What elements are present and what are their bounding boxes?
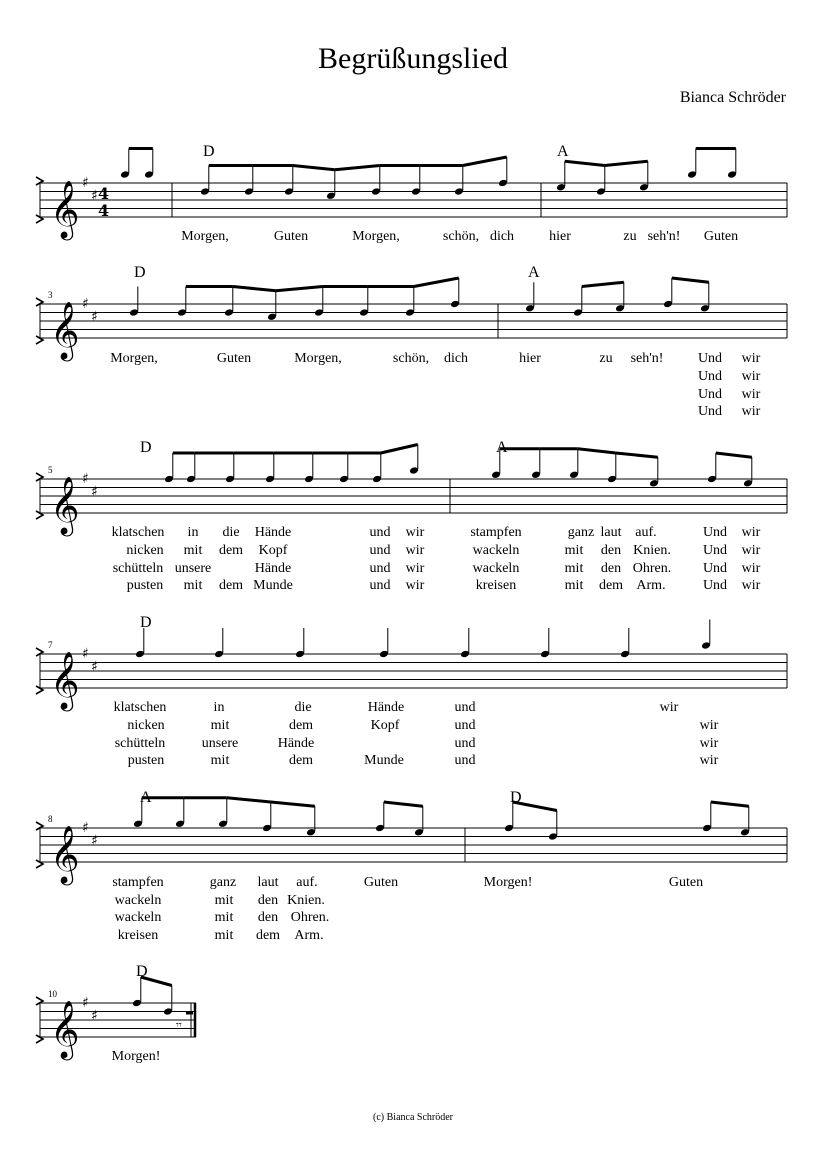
beam <box>616 453 658 457</box>
sharp-sign: ♯ <box>82 296 89 312</box>
beam <box>463 157 507 166</box>
lyric-syllable: mit <box>210 718 230 733</box>
treble-clef: 𝄞 <box>50 825 80 883</box>
lyric-syllable: laut <box>600 525 622 540</box>
lyric-syllable: seh'n! <box>647 229 681 244</box>
chord-symbol: D <box>140 439 152 456</box>
chord-symbol: A <box>557 143 569 160</box>
beam <box>716 453 752 457</box>
lyric-syllable: wir <box>699 718 719 733</box>
lyric-syllable: Morgen! <box>111 1049 161 1064</box>
lyric-syllable: und <box>369 543 391 558</box>
lyric-syllable: Guten <box>363 875 399 890</box>
lyric-syllable: den <box>600 543 622 558</box>
lyric-syllable: wir <box>741 561 761 576</box>
beam <box>711 802 749 806</box>
time-signature-top: 4 <box>98 184 110 203</box>
lyric-syllable: Morgen, <box>181 229 229 244</box>
lyric-syllable: den <box>257 893 279 908</box>
sharp-sign: ♯ <box>82 471 89 487</box>
beam <box>565 161 605 165</box>
lyric-syllable: unsere <box>174 561 212 576</box>
lyric-syllable: wir <box>699 753 719 768</box>
lyric-syllable: wir <box>699 736 719 751</box>
lyric-syllable: Hände <box>254 561 292 576</box>
lyric-syllable: und <box>369 561 391 576</box>
lyric-syllable: die <box>294 700 312 715</box>
lyric-syllable: den <box>600 561 622 576</box>
beam <box>335 166 380 170</box>
lyric-syllable: mit <box>564 578 584 593</box>
sharp-sign: ♯ <box>91 187 98 204</box>
lyric-syllable: hier <box>519 351 541 366</box>
lyric-syllable: den <box>257 910 279 925</box>
lyric-syllable: mit <box>183 578 203 593</box>
lyric-syllable: Munde <box>253 578 293 593</box>
beam <box>414 278 459 287</box>
lyric-syllable: kreisen <box>117 928 159 943</box>
lyric-syllable: zu <box>599 351 613 366</box>
lyric-syllable: wir <box>741 387 761 402</box>
lyric-syllable: Morgen, <box>110 351 158 366</box>
chord-symbol: D <box>510 789 522 806</box>
lyric-syllable: und <box>454 718 476 733</box>
lyric-syllable: wir <box>659 700 679 715</box>
staff-system <box>36 798 787 886</box>
lyric-syllable: nicken <box>127 718 165 733</box>
lyric-syllable: ganz <box>567 525 595 540</box>
lyric-syllable: Morgen, <box>294 351 342 366</box>
lyric-syllable: Und <box>702 561 728 576</box>
lyric-syllable: und <box>369 578 391 593</box>
lyric-syllable: ganz <box>209 875 237 890</box>
lyric-syllable: Morgen! <box>483 875 533 890</box>
measure-number: 3 <box>48 290 53 300</box>
measure-number: 7 <box>48 640 53 650</box>
lyric-syllable: Munde <box>364 753 404 768</box>
song-title: Begrüßungslied <box>318 42 508 75</box>
lyric-syllable: nicken <box>126 543 164 558</box>
lyric-syllable: Knien. <box>633 543 671 558</box>
lyric-syllable: dem <box>255 928 281 943</box>
lyric-syllable: mit <box>210 753 230 768</box>
composer-name: Bianca Schröder <box>679 89 786 106</box>
sharp-sign: ♯ <box>91 483 98 500</box>
lyric-syllable: mit <box>214 910 234 925</box>
beam <box>582 282 624 286</box>
lyric-syllable: laut <box>257 875 279 890</box>
sharp-sign: ♯ <box>91 1007 98 1024</box>
lyric-syllable: Guten <box>703 229 739 244</box>
lyric-syllable: klatschen <box>111 525 165 540</box>
beam <box>605 161 648 165</box>
lyric-syllable: Hände <box>367 700 405 715</box>
lyric-syllable: wir <box>405 578 425 593</box>
lyric-syllable: Und <box>697 351 723 366</box>
lyric-syllable: seh'n! <box>630 351 664 366</box>
time-signature-bottom: 4 <box>98 201 110 220</box>
lyric-syllable: wir <box>405 561 425 576</box>
lyric-syllable: kreisen <box>475 578 517 593</box>
lyric-syllable: Ohren. <box>290 910 330 925</box>
lyric-syllable: klatschen <box>113 700 167 715</box>
beam <box>227 798 271 802</box>
lyric-syllable: Und <box>702 578 728 593</box>
lyric-syllable: wir <box>741 351 761 366</box>
treble-clef: 𝄞 <box>50 476 80 534</box>
rest-sign: 𝄾𝄾 <box>176 1018 182 1032</box>
lyric-syllable: dem <box>288 753 314 768</box>
treble-clef: 𝄞 <box>50 301 80 359</box>
lyric-syllable: zu <box>623 229 637 244</box>
treble-clef: 𝄞 <box>50 180 80 238</box>
staff-system <box>36 620 787 713</box>
half-rest <box>186 1012 193 1015</box>
sharp-sign: ♯ <box>82 995 89 1011</box>
beam <box>384 802 423 806</box>
copyright-footer: (c) Bianca Schröder <box>373 1112 453 1123</box>
lyric-syllable: dem <box>218 578 244 593</box>
lyric-syllable: mit <box>214 893 234 908</box>
lyric-syllable: wir <box>741 525 761 540</box>
lyric-syllable: mit <box>183 543 203 558</box>
lyric-syllable: Kopf <box>258 543 288 558</box>
lyric-syllable: wir <box>741 369 761 384</box>
staff-system <box>36 149 787 242</box>
chord-symbol: A <box>140 789 152 806</box>
chord-symbol: D <box>134 264 146 281</box>
staff-system <box>36 278 787 362</box>
lyric-syllable: auf. <box>296 875 318 890</box>
beam <box>276 287 323 291</box>
lyric-syllable: Hände <box>277 736 315 751</box>
lyric-syllable: wackeln <box>114 910 162 925</box>
lyric-syllable: mit <box>214 928 234 943</box>
sharp-sign: ♯ <box>82 646 89 662</box>
lyric-syllable: wir <box>741 578 761 593</box>
lyric-syllable: pusten <box>127 753 165 768</box>
lyric-syllable: dem <box>218 543 244 558</box>
sharp-sign: ♯ <box>82 175 89 191</box>
lyric-syllable: hier <box>549 229 571 244</box>
measure-number: 10 <box>48 989 57 999</box>
lyric-syllable: wir <box>405 525 425 540</box>
lyric-syllable: wir <box>405 543 425 558</box>
sharp-sign: ♯ <box>91 308 98 325</box>
lyric-syllable: und <box>369 525 391 540</box>
lyric-syllable: schütteln <box>114 736 166 751</box>
lyric-syllable: pusten <box>126 578 164 593</box>
lyric-syllable: Und <box>697 387 723 402</box>
lyric-syllable: Und <box>697 369 723 384</box>
treble-clef: 𝄞 <box>50 1000 80 1058</box>
lyric-syllable: unsere <box>201 736 239 751</box>
lyric-syllable: dich <box>489 229 515 244</box>
lyric-syllable: dich <box>443 351 469 366</box>
lyric-syllable: Arm. <box>636 578 666 593</box>
beam <box>578 449 616 453</box>
lyric-syllable: mit <box>564 561 584 576</box>
lyric-syllable: wackeln <box>472 543 520 558</box>
lyric-syllable: Ohren. <box>632 561 672 576</box>
lyric-syllable: und <box>454 736 476 751</box>
lyric-syllable: Und <box>702 525 728 540</box>
chord-symbol: A <box>496 439 508 456</box>
beam <box>672 278 709 282</box>
lyric-syllable: wir <box>741 404 761 419</box>
chord-symbol: A <box>528 264 540 281</box>
treble-clef: 𝄞 <box>50 651 80 709</box>
lyric-syllable: in <box>187 525 199 540</box>
lyric-syllable: stampfen <box>470 525 522 540</box>
lyric-syllable: mit <box>564 543 584 558</box>
chord-symbol: D <box>136 963 148 980</box>
lyric-syllable: und <box>454 700 476 715</box>
staff-system <box>36 445 787 538</box>
measure-number: 5 <box>48 465 53 475</box>
lyric-syllable: Arm. <box>294 928 324 943</box>
lyric-syllable: Guten <box>216 351 252 366</box>
sharp-sign: ♯ <box>91 658 98 675</box>
lyric-syllable: stampfen <box>112 875 164 890</box>
chord-symbol: D <box>203 143 215 160</box>
sharp-sign: ♯ <box>91 832 98 849</box>
lyric-syllable: in <box>213 700 225 715</box>
lyric-syllable: dem <box>598 578 624 593</box>
lyric-syllable: wir <box>741 543 761 558</box>
lyric-syllable: wackeln <box>114 893 162 908</box>
lyric-syllable: Und <box>702 543 728 558</box>
lyric-syllable: und <box>454 753 476 768</box>
lyric-syllable: Hände <box>254 525 292 540</box>
lyric-syllable: schütteln <box>112 561 164 576</box>
chord-symbol: D <box>140 614 152 631</box>
lyric-syllable: die <box>222 525 240 540</box>
sharp-sign: ♯ <box>82 820 89 836</box>
lyric-syllable: Und <box>697 404 723 419</box>
lyric-syllable: schön, <box>442 229 480 244</box>
beam <box>271 802 315 806</box>
lyric-syllable: dem <box>288 718 314 733</box>
measure-number: 8 <box>48 814 53 824</box>
beam <box>381 445 418 454</box>
lyric-syllable: Guten <box>273 229 309 244</box>
beam <box>293 166 335 170</box>
lyric-syllable: schön, <box>392 351 430 366</box>
lyric-syllable: Morgen, <box>352 229 400 244</box>
beam <box>233 287 276 291</box>
lyric-syllable: Guten <box>668 875 704 890</box>
lyric-syllable: auf. <box>635 525 657 540</box>
lyric-syllable: Kopf <box>370 718 400 733</box>
lyric-syllable: wackeln <box>472 561 520 576</box>
lyric-syllable: Knien. <box>287 893 325 908</box>
